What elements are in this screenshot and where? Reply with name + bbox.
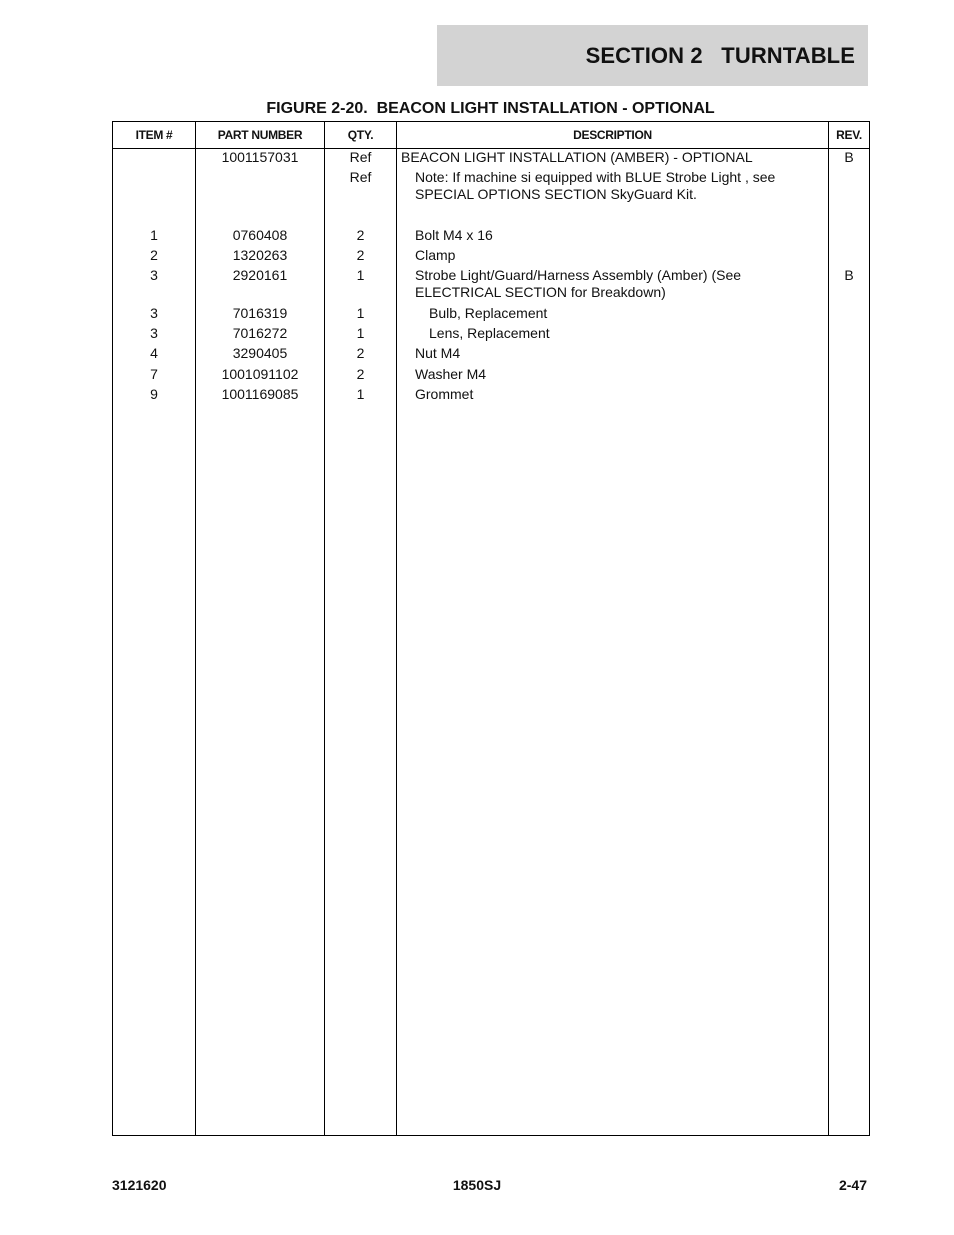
part-number-cell: 1001091102: [221, 366, 299, 382]
qty-cell: Ref: [349, 169, 372, 185]
item-cell: 3: [150, 267, 158, 283]
figure-title: FIGURE 2-20. BEACON LIGHT INSTALLATION - OPTIONAL: [266, 100, 715, 117]
item-cell: 2: [150, 247, 158, 263]
description-cell: Nut M4: [415, 345, 461, 361]
item-cell: 4: [150, 345, 158, 361]
column-header-item: ITEM #: [135, 128, 173, 142]
description-cell: Lens, Replacement: [429, 325, 550, 341]
qty-cell: 2: [356, 345, 365, 361]
description-cell: Washer M4: [415, 366, 487, 382]
qty-cell: 1: [356, 386, 365, 402]
column-divider: [396, 122, 397, 1135]
qty-cell: 2: [356, 366, 365, 382]
description-cell: Bolt M4 x 16: [415, 227, 493, 243]
description-cell: BEACON LIGHT INSTALLATION (AMBER) - OPTIONAL: [401, 149, 753, 165]
part-number-cell: 7016272: [232, 325, 288, 341]
column-header-rev: REV.: [836, 128, 862, 142]
column-header-part-number: PART NUMBER: [217, 128, 303, 142]
item-cell: 3: [150, 305, 158, 321]
rev-cell: B: [844, 149, 854, 165]
item-cell: 3: [150, 325, 158, 341]
footer-page-number: 2-47: [838, 1177, 867, 1193]
qty-cell: 2: [356, 247, 365, 263]
description-cell: Grommet: [415, 386, 474, 402]
part-number-cell: 3290405: [232, 345, 288, 361]
qty-cell: 1: [356, 267, 365, 283]
description-cell: Strobe Light/Guard/Harness Assembly (Amber) (See ELECTRICAL SECTION for Breakdown): [415, 267, 742, 300]
part-number-cell: 1001157031: [221, 149, 299, 165]
qty-cell: 1: [356, 305, 365, 321]
part-number-cell: 1320263: [232, 247, 288, 263]
column-header-qty: QTY.: [347, 128, 374, 142]
part-number-cell: 0760408: [232, 227, 288, 243]
column-header-description: DESCRIPTION: [573, 128, 652, 142]
parts-table: [112, 121, 870, 1136]
qty-cell: 2: [356, 227, 365, 243]
footer-model: 1850SJ: [452, 1177, 502, 1193]
part-number-cell: 2920161: [232, 267, 288, 283]
footer-doc-number: 3121620: [112, 1177, 167, 1193]
item-cell: 7: [150, 366, 158, 382]
description-cell: Clamp: [415, 247, 456, 263]
description-cell: Note: If machine si equipped with BLUE Strobe Light , see SPECIAL OPTIONS SECTION SkyGuard Kit.: [415, 169, 776, 202]
description-cell: Bulb, Replacement: [429, 305, 548, 321]
item-cell: 1: [150, 227, 158, 243]
rev-cell: B: [844, 267, 854, 283]
part-number-cell: 1001169085: [221, 386, 299, 402]
qty-cell: Ref: [349, 149, 372, 165]
item-cell: 9: [150, 386, 158, 402]
part-number-cell: 7016319: [232, 305, 288, 321]
section-title: SECTION 2 TURNTABLE: [585, 42, 855, 68]
qty-cell: 1: [356, 325, 365, 341]
section-header: [437, 25, 868, 86]
